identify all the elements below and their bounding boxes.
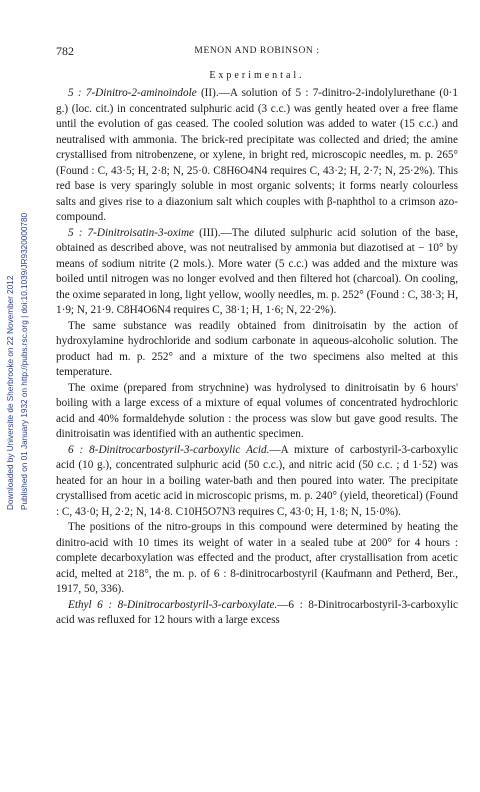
paragraph xyxy=(56,381,458,443)
running-head: MENON AND ROBINSON : xyxy=(194,46,320,56)
paragraph-lead: 5 : 7-Dinitro-2-aminoindole xyxy=(68,87,197,99)
paragraph xyxy=(56,226,458,319)
article-body xyxy=(56,86,458,629)
paragraph-lead: 6 : 8-Dinitrocarbostyril-3-carboxylic Acid. xyxy=(68,443,270,456)
paragraph-text: —6 : 8-Dinitrocarbostyril-3-carboxylic acid was refluxed for 12 hours with a large excess xyxy=(56,598,458,626)
paragraph xyxy=(56,598,458,629)
paragraph-lead: 5 : 7-Dinitroisatin-3-oxime xyxy=(68,226,195,239)
published-notice xyxy=(18,150,32,510)
paragraph-text: (II).—A solution of 5 : 7-dinitro-2-indolylurethane (0·1 g.) (loc. cit.) in concentrated sulphuric acid (3 c.c.) was gently heated over a free flame until the evolution of gas ceased. The cooled solution was added to water (15 c.c.) and neutralised with ammonia. The brick-red precipitate was collected and dried; the amine crystallised from nitrobenzene, or xylene, in bright red, microscopic needles, m. p. 265° (Found : C, 43·5; H, 2·8; N, 25·0. C8H6O4N4 requires C, 43·2; H, 2·7; N, 25·2%). This red base is very sparingly soluble in most organic solvents; it forms nearly colourless salts and gives rise to a diazonium salt which couples with β-naphthol to a crimson azo-compound. xyxy=(56,87,459,223)
paragraph-text: —A mixture of carbostyril-3-carboxylic acid (10 g.), concentrated sulphuric acid (50 c.c.), and nitric acid (50 c.c. ; d 1·52) was heated for an hour in a boiling water-bath and then poured into water. The precipitate crystallised from acetic acid in microscopic prisms, m. p. 240° (yield, theoretical) (Found : C, 43·0; H, 2·2; N, 14·8. C10H5O7N3 requires C, 43·0; H, 1·8; N, 15·0%). xyxy=(56,443,458,518)
paragraph-text: The same substance was readily obtained from dinitroisatin by the action of hydroxylamine hydrochloride and sodium carbonate in aqueous-alcoholic solution. The product had m. p. 252° and a mixture of the two specimens also melted at this temperature. xyxy=(56,319,458,378)
doi-link[interactable]: Published on 01 January 1932 on http://pubs.rsc.org | doi:10.1039/JR9320000780 xyxy=(20,212,29,510)
paragraph xyxy=(56,319,458,381)
page-header xyxy=(56,44,458,60)
paragraph-lead: Ethyl 6 : 8-Dinitrocarbostyril-3-carboxylate. xyxy=(68,598,278,611)
paragraph-text: (III).—The diluted sulphuric acid solution of the base, obtained as described above, was not neutralised by ammonia but diazotised at − 10° by means of sodium nitrite (2 mols.). More water (5 c.c.) was added and the mixture was boiled until nitrogen was no longer evolved and then filtered hot (charcoal). On cooling, the oxime separated in long, light yellow, woolly needles, m. p. 252° (Found : C, 38·3; H, 1·9; N, 21·9. C8H4O6N4 requires C, 38·1; H, 1·6; N, 22·2%). xyxy=(56,226,459,316)
downloaded-notice xyxy=(4,150,18,510)
page-number: 782 xyxy=(56,44,74,58)
paragraph-text: The oxime (prepared from strychnine) was hydrolysed to dinitroisatin by 6 hours' boiling with a large excess of a mixture of equal volumes of concentrated hydrochloric acid and 40% formaldehyde solution : the process was slow but gave good results. The dinitroisatin was identified with an authentic specimen. xyxy=(56,381,458,440)
paragraph xyxy=(56,520,458,598)
paragraph-text: The positions of the nitro-groups in this compound were determined by heating the dinitro-acid with 10 times its weight of water in a sealed tube at 200° for 4 hours : complete decarboxylation was effected and the product, after crystallisation from acetic acid, melted at 218°, the m. p. of 6 : 8-dinitrocarbostyril (Kaufmann and Petherd, Ber., 1917, 50, 336). xyxy=(56,521,458,595)
downloaded-link[interactable]: Downloaded by Universite de Sherbrooke on 22 November 2012 xyxy=(6,275,15,510)
download-info-sidebar xyxy=(4,150,34,510)
section-title: Experimental. xyxy=(209,70,305,81)
paragraph xyxy=(56,443,458,521)
paragraph xyxy=(56,86,458,226)
